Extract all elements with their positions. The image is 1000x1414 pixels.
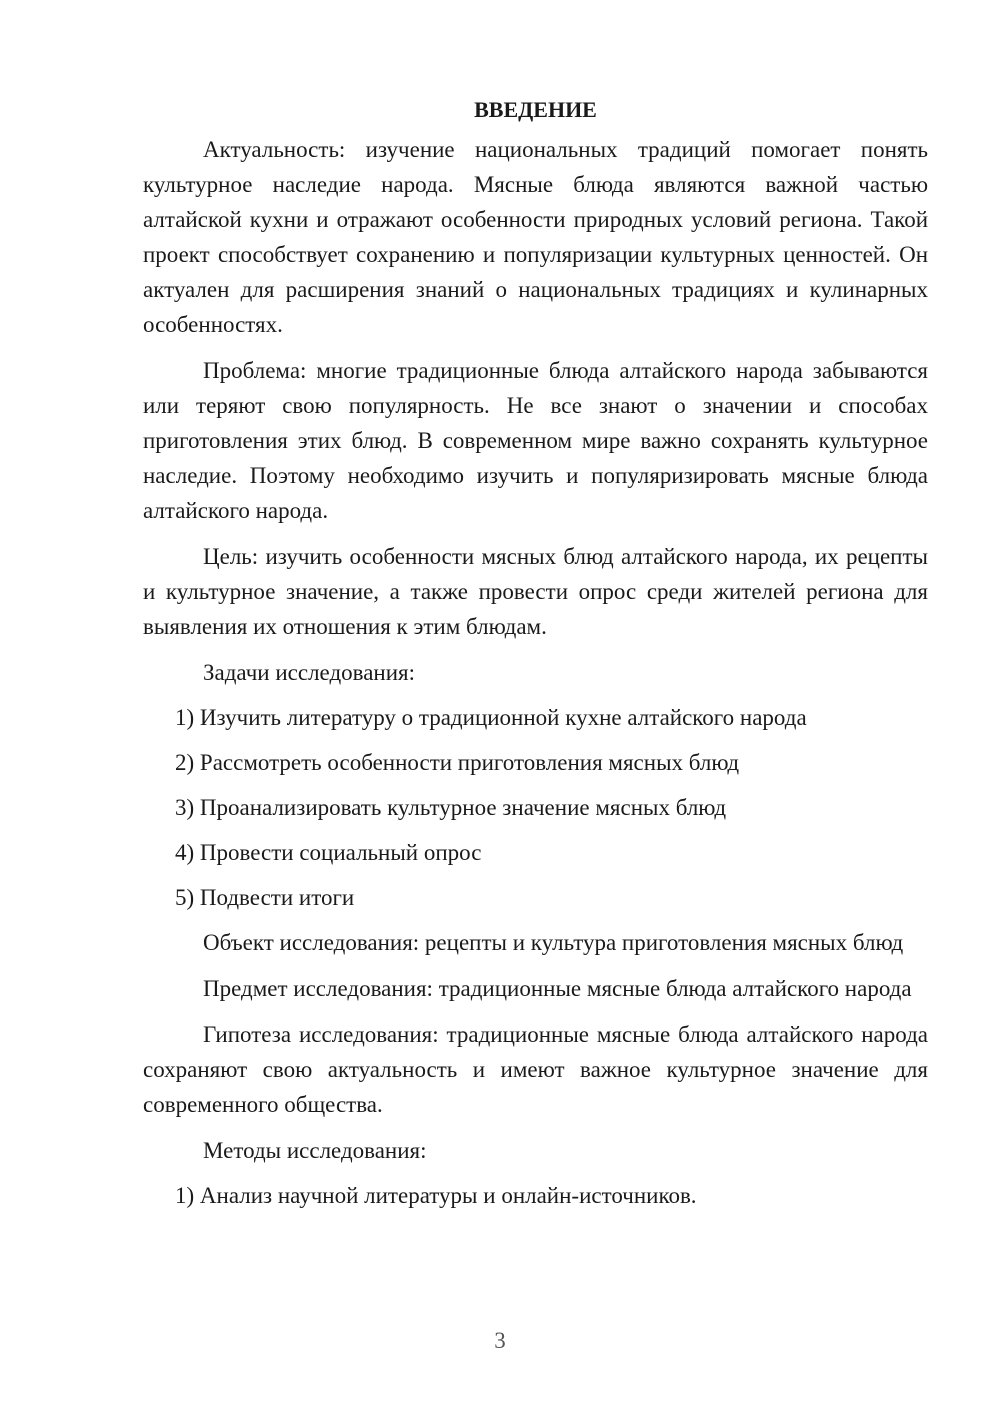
- page-content: [143, 92, 928, 1223]
- tasks-heading: Задачи исследования:: [203, 660, 416, 685]
- relevance-paragraph: Актуальность: изучение национальных традиций помогает понять культурное наследие народа. Мясные блюда являются важной частью алтайской кухни и отражают особенности природных условий региона. Такой проект способствует сохранению и популяризации культурных ценностей. Он актуален для расширения знаний о национальных традициях и кулинарных особенностях.: [143, 137, 928, 337]
- task-item: 3) Проанализировать культурное значение мясных блюд: [175, 795, 727, 820]
- page-number: 3: [494, 1328, 506, 1353]
- object-paragraph: Объект исследования: рецепты и культура приготовления мясных блюд: [203, 930, 904, 955]
- tasks-list: [143, 700, 928, 915]
- methods-heading: Методы исследования:: [203, 1138, 427, 1163]
- task-item: 4) Провести социальный опрос: [175, 840, 482, 865]
- task-item: 5) Подвести итоги: [175, 885, 355, 910]
- task-item: 2) Рассмотреть особенности приготовления мясных блюд: [175, 750, 740, 775]
- methods-list: [143, 1178, 928, 1213]
- subject-paragraph: Предмет исследования: традиционные мясные блюда алтайского народа: [203, 976, 912, 1001]
- task-item: 1) Изучить литературу о традиционной кухне алтайского народа: [175, 705, 807, 730]
- problem-paragraph: Проблема: многие традиционные блюда алтайского народа забываются или теряют свою популярность. Не все знают о значении и способах приготовления этих блюд. В современном мире важно сохранять культурное наследие. Поэтому необходимо изучить и популяризировать мясные блюда алтайского народа.: [143, 358, 928, 523]
- hypothesis-paragraph: Гипотеза исследования: традиционные мясные блюда алтайского народа сохраняют свою актуальность и имеют важное культурное значение для современного общества.: [143, 1022, 928, 1117]
- goal-paragraph: Цель: изучить особенности мясных блюд алтайского народа, их рецепты и культурное значение, а также провести опрос среди жителей региона для выявления их отношения к этим блюдам.: [143, 544, 928, 639]
- page-title: ВВЕДЕНИЕ: [474, 97, 597, 122]
- method-item: 1) Анализ научной литературы и онлайн-источников.: [175, 1183, 697, 1208]
